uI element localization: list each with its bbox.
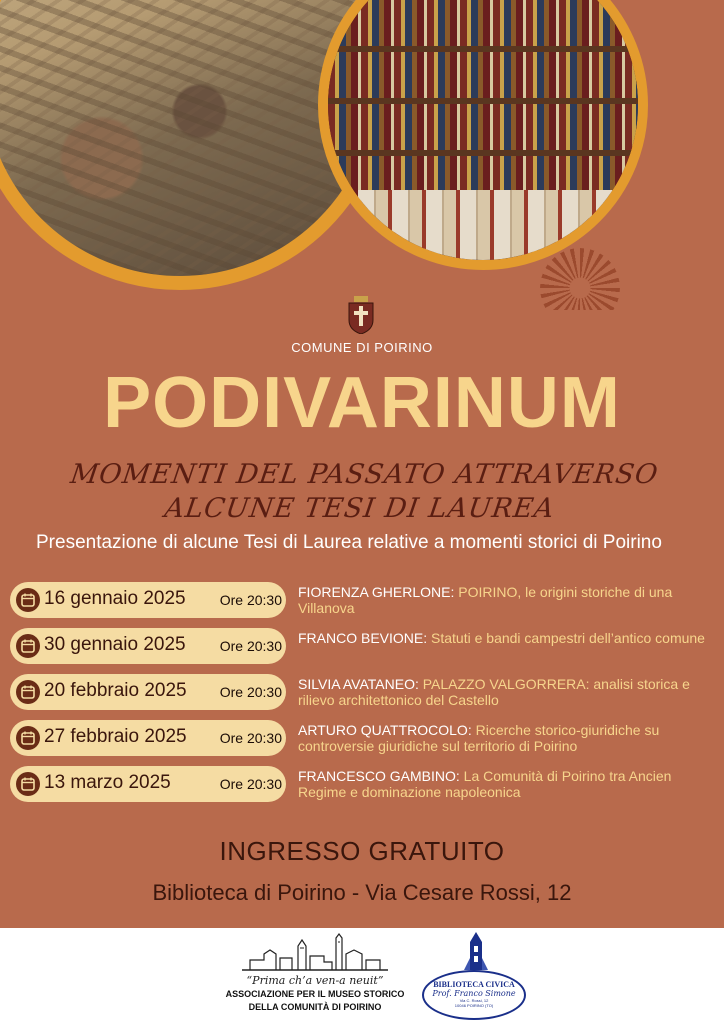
intro-text: Presentazione di alcune Tesi di Laurea relative a momenti storici di Poirino xyxy=(36,532,662,553)
event-date: 13 marzo 2025 xyxy=(44,772,171,793)
association-name-line1: ASSOCIAZIONE PER IL MUSEO STORICO xyxy=(225,989,405,999)
event-time: Ore 20:30 xyxy=(219,730,282,746)
event-author: FRANCO BEVIONE: xyxy=(298,630,428,646)
library-dedication: Prof. Franco Simone xyxy=(432,989,516,998)
sponsor-footer xyxy=(0,928,724,1024)
event-date: 30 gennaio 2025 xyxy=(44,634,186,655)
calendar-icon xyxy=(16,772,40,796)
event-topic: POIRINO, le origini storiche di una Villanova xyxy=(298,584,673,616)
event-date: 27 febbraio 2025 xyxy=(44,726,187,747)
association-logo xyxy=(205,928,425,1024)
event-description xyxy=(298,630,716,646)
calendar-icon xyxy=(16,634,40,658)
event-row xyxy=(10,720,720,766)
event-time: Ore 20:30 xyxy=(219,592,282,608)
event-author: ARTURO QUATTROCOLO: xyxy=(298,722,472,738)
event-topic: Statuti e bandi campestri dell’antico comune xyxy=(427,630,705,646)
event-date-pill xyxy=(10,582,286,618)
association-name-line2: DELLA COMUNITÀ DI POIRINO xyxy=(248,1002,382,1012)
library-city: 10046 POIRINO (TO) xyxy=(454,1003,494,1008)
event-topic: PALAZZO VALGORRERA: analisi storica e rilievo architettonico del Castello xyxy=(298,676,690,708)
event-description xyxy=(298,584,716,616)
event-date-pill xyxy=(10,674,286,710)
calendar-icon xyxy=(16,726,40,750)
venue-label: Biblioteca di Poirino - Via Cesare Rossi, 12 xyxy=(152,880,572,905)
event-row xyxy=(10,628,720,674)
library-name: BIBLIOTECA CIVICA xyxy=(433,980,515,989)
hero-images xyxy=(0,0,724,310)
map-caption: PODIVARI xyxy=(199,279,308,290)
bookshelf-image xyxy=(318,0,648,270)
calendar-icon xyxy=(16,588,40,612)
event-row xyxy=(10,582,720,628)
event-list xyxy=(10,582,720,812)
event-description xyxy=(298,676,716,708)
admission-label: INGRESSO GRATUITO xyxy=(219,836,505,866)
event-date-pill xyxy=(10,628,286,664)
event-date: 20 febbraio 2025 xyxy=(44,680,187,701)
page-title: PODIVARINUM xyxy=(103,363,621,443)
library-seal xyxy=(422,970,526,1020)
event-date-pill xyxy=(10,766,286,802)
event-date: 16 gennaio 2025 xyxy=(44,588,186,609)
event-author: FRANCESCO GAMBINO: xyxy=(298,768,460,784)
event-date-pill xyxy=(10,720,286,756)
town-skyline-icon xyxy=(240,932,390,972)
municipal-crest-icon xyxy=(346,296,376,334)
library-tower-icon xyxy=(456,930,496,974)
event-author: SILVIA AVATANEO: xyxy=(298,676,419,692)
event-author: FIORENZA GHERLONE: xyxy=(298,584,455,600)
municipality-label: COMUNE DI POIRINO xyxy=(291,340,433,355)
event-time: Ore 20:30 xyxy=(219,638,282,654)
event-description xyxy=(298,768,716,800)
event-topic: La Comunità di Poirino tra Ancien Regime e dominazione napoleonica xyxy=(298,768,672,800)
event-description xyxy=(298,722,716,754)
event-time: Ore 20:30 xyxy=(219,776,282,792)
event-row xyxy=(10,766,720,812)
association-motto: “Prima ch’a ven-a neuit” xyxy=(246,974,384,987)
event-row xyxy=(10,674,720,720)
library-address: Via C. Rossi, 12 xyxy=(459,998,489,1003)
library-logo xyxy=(420,930,530,1022)
calendar-icon xyxy=(16,680,40,704)
page-subtitle: MOMENTI DEL PASSATO ATTRAVERSO ALCUNE TESI DI LAUREA xyxy=(68,459,661,524)
event-topic: Ricerche storico-giuridiche su controversie giuridiche sul territorio di Poirino xyxy=(298,722,660,754)
event-time: Ore 20:30 xyxy=(219,684,282,700)
